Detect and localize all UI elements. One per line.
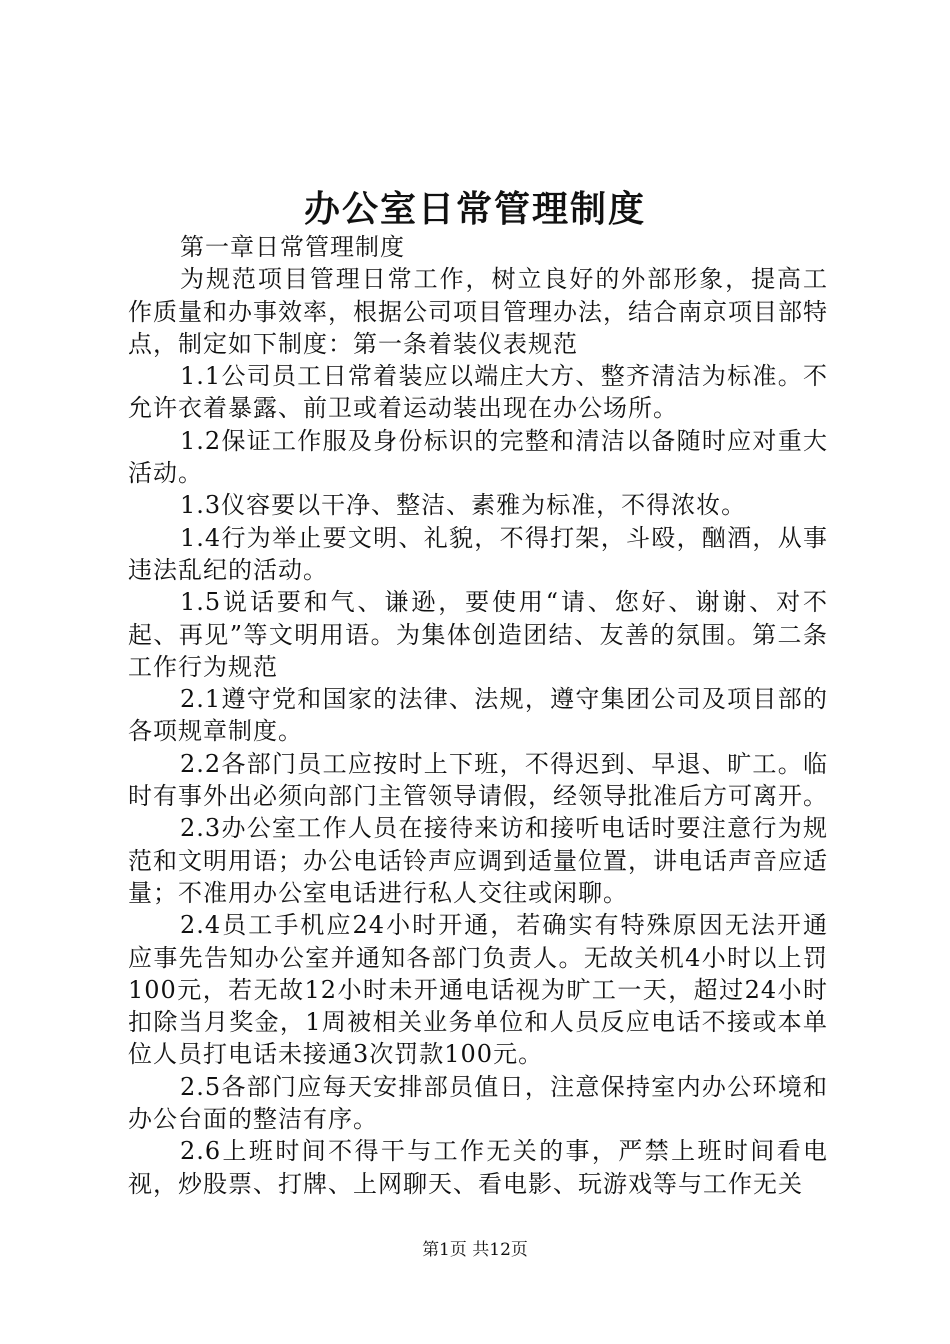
paragraph-2-2: 2.2各部门员工应按时上下班，不得迟到、早退、旷工。临时有事外出必须向部门主管领导请假，经领导批准后方可离开。 — [128, 749, 828, 811]
document-title: 办公室日常管理制度 — [303, 188, 646, 230]
page-number-footer: 第1页 共12页 — [422, 1240, 528, 1260]
paragraph-2-6: 2.6上班时间不得干与工作无关的事，严禁上班时间看电视，炒股票、打牌、上网聊天、看电影、玩游戏等与工作无关 — [128, 1137, 828, 1198]
paragraph-1-1: 1.1公司员工日常着装应以端庄大方、整齐清洁为标准。不允许衣着暴露、前卫或着运动装出现在办公场所。 — [128, 362, 828, 423]
paragraph-2-4: 2.4员工手机应24小时开通，若确实有特殊原因无法开通应事先告知办公室并通知各部门负责人。无故关机4小时以上罚100元，若无故12小时未开通电话视为旷工一天，超过24小时扣除当月奖金，1周被相关业务单位和人员反应电话不接或本单位人员打电话未接通3次罚款100元。 — [128, 911, 828, 1069]
paragraph-2-3: 2.3办公室工作人员在接待来访和接听电话时要注意行为规范和文明用语；办公电话铃声应调到适量位置，讲电话声音应适量；不准用办公室电话进行私人交往或闲聊。 — [128, 814, 828, 907]
paragraph-1-2: 1.2保证工作服及身份标识的完整和清洁以备随时应对重大活动。 — [128, 426, 828, 488]
paragraph-2-1: 2.1遵守党和国家的法律、法规，遵守集团公司及项目部的各项规章制度。 — [128, 685, 828, 746]
paragraph-chapter-heading: 第一章日常管理制度 — [180, 233, 405, 261]
paragraph-1-5: 1.5说话要和气、谦逊，要使用“请、您好、谢谢、对不起、再见”等文明用语。为集体创造团结、友善的氛围。第二条工作行为规范 — [128, 588, 828, 681]
paragraph-2-5: 2.5各部门应每天安排部员值日，注意保持室内办公环境和办公台面的整洁有序。 — [128, 1072, 828, 1134]
paragraph-1-3: 1.3仪容要以干净、整洁、素雅为标准，不得浓妆。 — [180, 491, 747, 520]
paragraph-intro: 为规范项目管理日常工作，树立良好的外部形象，提高工作质量和办事效率，根据公司项目管理办法，结合南京项目部特点，制定如下制度：第一条着装仪表规范 — [128, 265, 828, 358]
paragraph-1-4: 1.4行为举止要文明、礼貌，不得打架，斗殴，酗酒，从事违法乱纪的活动。 — [128, 523, 828, 584]
document-body — [128, 231, 828, 1200]
